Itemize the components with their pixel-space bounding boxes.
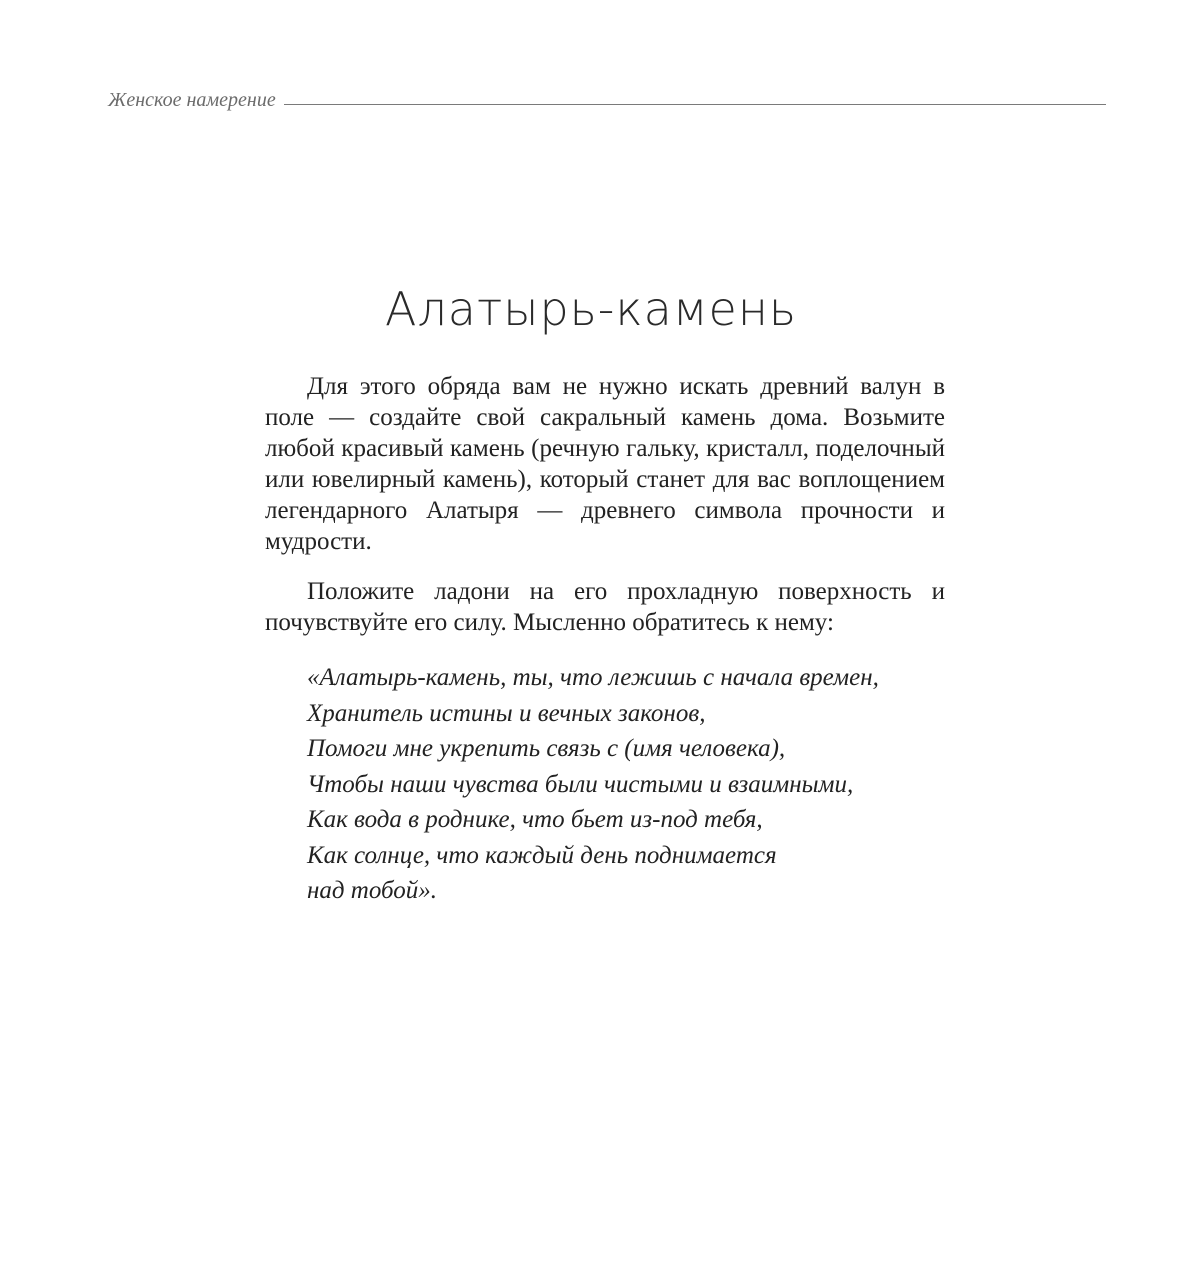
chapter-title: Алатырь-камень xyxy=(384,282,798,336)
verse-line: «Алатырь-камень, ты, что лежишь с начала времен, xyxy=(307,664,879,691)
verse-line: Как солнце, что каждый день поднимается xyxy=(307,841,777,869)
verse-line: Чтобы наши чувства были чистыми и взаимными, xyxy=(307,770,854,798)
incantation-verse xyxy=(307,660,967,909)
verse-line: Как вода в роднике, что бьет из-под тебя, xyxy=(307,806,763,833)
verse-line: Помоги мне укрепить связь с (имя человека), xyxy=(307,735,786,762)
body-paragraph-2: Положите ладони на его прохладную поверхность и почувствуйте его силу. Мысленно обратитесь к нему: xyxy=(265,578,945,636)
running-header-title: Женское намерение xyxy=(108,89,276,111)
body-paragraph-1: Для этого обряда вам не нужно искать древний валун в поле — создайте свой сакральный камень дома. Возьмите любой красивый камень (речную гальку, кристалл, поделочный или ювелирный камень), который станет для вас воплощением легендарного Алатыря — древнего символа прочности и мудрости. xyxy=(265,373,945,555)
running-header-rule xyxy=(284,104,1106,105)
verse-line: Хранитель истины и вечных законов, xyxy=(307,699,706,727)
verse-line: над тобой». xyxy=(307,877,438,904)
running-header xyxy=(108,84,1106,112)
